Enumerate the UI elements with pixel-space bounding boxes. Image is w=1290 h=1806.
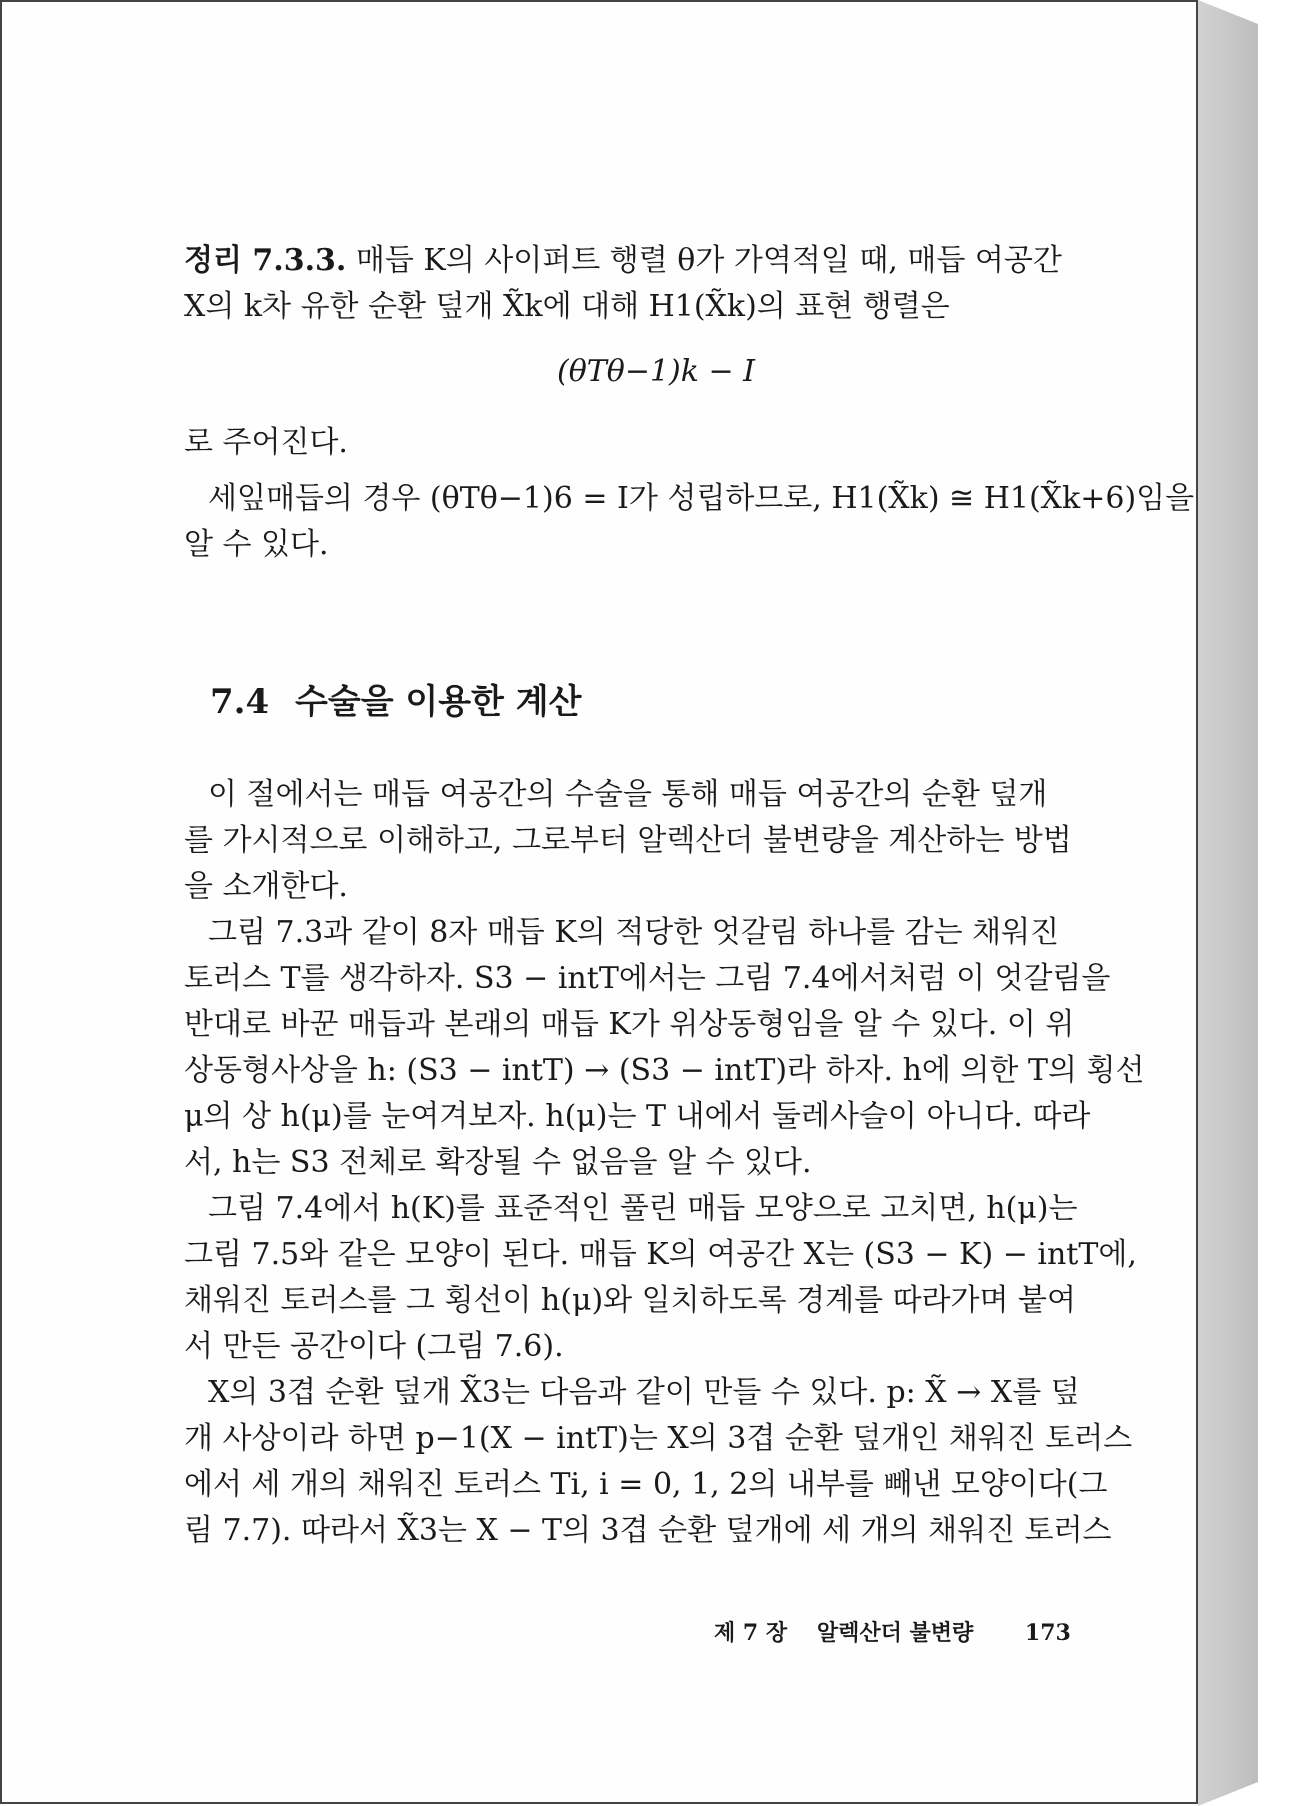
page-number: 173 [1024, 1620, 1071, 1646]
paragraph-line: 이 절에서는 매듭 여공간의 수술을 통해 매듭 여공간의 순환 덮개 [208, 777, 1048, 812]
paragraph [184, 772, 1076, 910]
paragraph-line: 그림 7.5와 같은 모양이 된다. 매듭 K의 여공간 X는 (S3 − K) − intT에, [184, 1237, 1137, 1272]
theorem-formula: (θTθ−1)k − I [557, 354, 756, 389]
paragraph [184, 1370, 1133, 1554]
paragraph-line: 그림 7.4에서 h(K)를 표준적인 풀린 매듭 모양으로 고치면, h(μ)는 [208, 1191, 1078, 1226]
remark-block [184, 476, 1195, 568]
remark-line-2: 알 수 있다. [184, 527, 329, 562]
remark-line-1: 세잎매듭의 경우 (θTθ−1)6 = I가 성립하므로, H1(X̃k) ≅ H1(X̃k+6)임을 [208, 481, 1195, 516]
footer-title: 알렉산더 불변량 [816, 1620, 974, 1646]
paragraph-line: 그림 7.3과 같이 8자 매듭 K의 적당한 엇갈림 하나를 감는 채워진 [208, 915, 1060, 950]
paragraph-line: μ의 상 h(μ)를 눈여겨보자. h(μ)는 T 내에서 둘레사슬이 아니다. 따라 [184, 1099, 1091, 1134]
paragraph-line: X의 3겹 순환 덮개 X̃3는 다음과 같이 만들 수 있다. p: X̃ → X를 덮 [208, 1375, 1080, 1410]
paragraph-line: 서 만든 공간이다 (그림 7.6). [184, 1329, 564, 1364]
theorem-conclusion [184, 420, 1076, 466]
book-page-edge [1198, 0, 1258, 1806]
theorem-block [184, 238, 1076, 330]
theorem-label: 정리 7.3.3. [184, 243, 347, 278]
paragraph-line: 개 사상이라 하면 p−1(X − intT)는 X의 3겹 순환 덮개인 채워진 토러스 [184, 1421, 1133, 1456]
paragraph [184, 910, 1145, 1186]
paragraph-line: 반대로 바꾼 매듭과 본래의 매듭 K가 위상동형임을 알 수 있다. 이 위 [184, 1007, 1075, 1042]
paragraph [184, 1186, 1137, 1370]
theorem-line-3: 로 주어진다. [184, 425, 348, 460]
paragraph-line: 를 가시적으로 이해하고, 그로부터 알렉산더 불변량을 계산하는 방법 [184, 823, 1072, 858]
paragraph-line: 에서 세 개의 채워진 토러스 Ti, i = 0, 1, 2의 내부를 빼낸 모양이다(그 [184, 1467, 1108, 1502]
paragraph-line: 상동형사상을 h: (S3 − intT) → (S3 − intT)라 하자. h에 의한 T의 횡선 [184, 1053, 1145, 1088]
footer-chapter: 제 7 장 [714, 1620, 788, 1646]
theorem-line-2: X의 k차 유한 순환 덮개 X̃k에 대해 H1(X̃k)의 표현 행렬은 [184, 289, 950, 324]
theorem-line-1 [184, 238, 1076, 284]
theorem-text-1: 매듭 K의 사이퍼트 행렬 θ가 가역적일 때, 매듭 여공간 [355, 243, 1062, 278]
paragraph-line: 림 7.7). 따라서 X̃3는 X − T의 3겹 순환 덮개에 세 개의 채워진 토러스 [184, 1513, 1112, 1548]
section-title: 수술을 이용한 계산 [295, 682, 582, 722]
paragraph-line: 을 소개한다. [184, 869, 348, 904]
page-footer [714, 1616, 1093, 1647]
section-number: 7.4 [210, 682, 270, 722]
paragraph-line: 서, h는 S3 전체로 확장될 수 없음을 알 수 있다. [184, 1145, 812, 1180]
section-heading [210, 674, 581, 723]
paragraph-line: 채워진 토러스를 그 횡선이 h(μ)와 일치하도록 경계를 따라가며 붙여 [184, 1283, 1076, 1318]
section-body [184, 772, 1145, 1554]
paragraph-line: 토러스 T를 생각하자. S3 − intT에서는 그림 7.4에서처럼 이 엇갈림을 [184, 961, 1111, 996]
